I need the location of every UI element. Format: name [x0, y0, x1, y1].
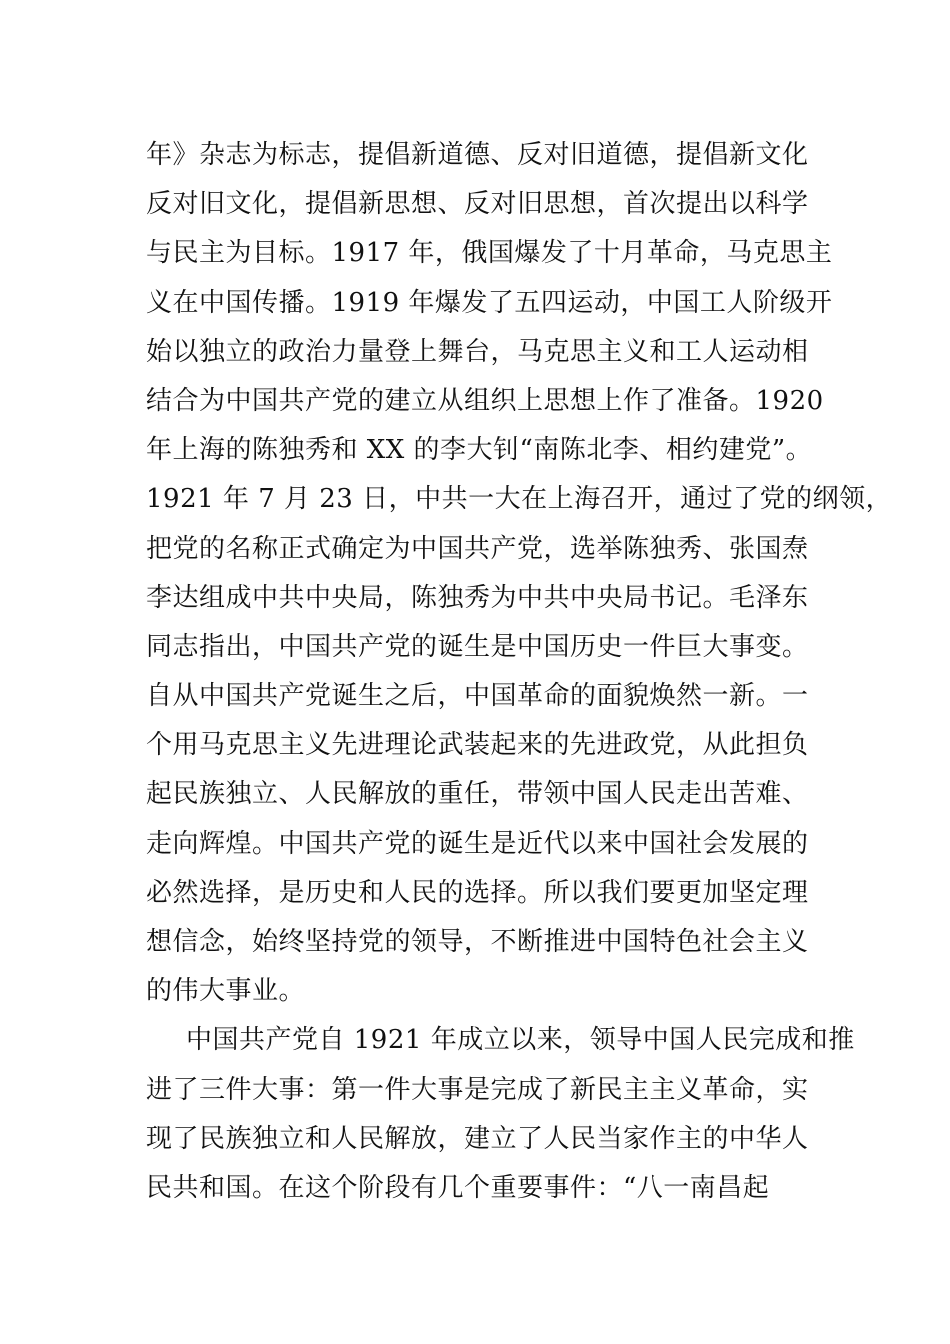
- text-line: 进了三件大事：第一件大事是完成了新民主主义革命，实: [146, 1074, 809, 1105]
- text-line: 反对旧文化，提倡新思想、反对旧思想，首次提出以科学: [146, 189, 809, 220]
- text-line: 现了民族独立和人民解放，建立了人民当家作主的中华人: [146, 1123, 809, 1154]
- text-line: 个用马克思主义先进理论武装起来的先进政党，从此担负: [146, 730, 809, 761]
- body-text: [146, 131, 893, 1213]
- text-line: 想信念，始终坚持党的领导，不断推进中国特色社会主义: [146, 927, 809, 957]
- text-line: 同志指出，中国共产党的诞生是中国历史一件巨大事变。: [146, 631, 809, 662]
- paragraph-2: [146, 1016, 855, 1213]
- text-line: 年》杂志为标志，提倡新道德、反对旧道德，提倡新文化: [146, 140, 809, 170]
- text-line: 的伟大事业。: [146, 976, 306, 1007]
- text-line: 义在中国传播。1919 年爆发了五四运动，中国工人阶级开: [146, 287, 833, 318]
- text-line: 李达组成中共中央局，陈独秀为中共中央局书记。毛泽东: [146, 582, 809, 613]
- text-line: 走向辉煌。中国共产党的诞生是近代以来中国社会发展的: [146, 828, 809, 859]
- text-line: 民共和国。在这个阶段有几个重要事件：“八一南昌起: [146, 1172, 770, 1203]
- text-line: 必然选择，是历史和人民的选择。所以我们要更加坚定理: [146, 877, 809, 908]
- text-line: 把党的名称正式确定为中国共产党，选举陈独秀、张国焘: [146, 533, 809, 564]
- text-line: 1921 年 7 月 23 日，中共一大在上海召开，通过了党的纲领，: [146, 484, 893, 515]
- text-line: 自从中国共产党诞生之后，中国革命的面貌焕然一新。一: [146, 681, 809, 712]
- text-line-indented: 中国共产党自 1921 年成立以来，领导中国人民完成和推: [186, 1025, 855, 1056]
- text-line: 与民主为目标。1917 年，俄国爆发了十月革命，马克思主: [146, 238, 833, 269]
- text-line: 始以独立的政治力量登上舞台，马克思主义和工人运动相: [146, 336, 809, 367]
- text-line: 结合为中国共产党的建立从组织上思想上作了准备。1920: [146, 385, 824, 416]
- text-line: 年上海的陈独秀和 XX 的李大钊“南陈北李、相约建党”。: [146, 435, 813, 466]
- text-line: 起民族独立、人民解放的重任，带领中国人民走出苦难、: [146, 779, 809, 810]
- paragraph-1: [146, 131, 893, 1016]
